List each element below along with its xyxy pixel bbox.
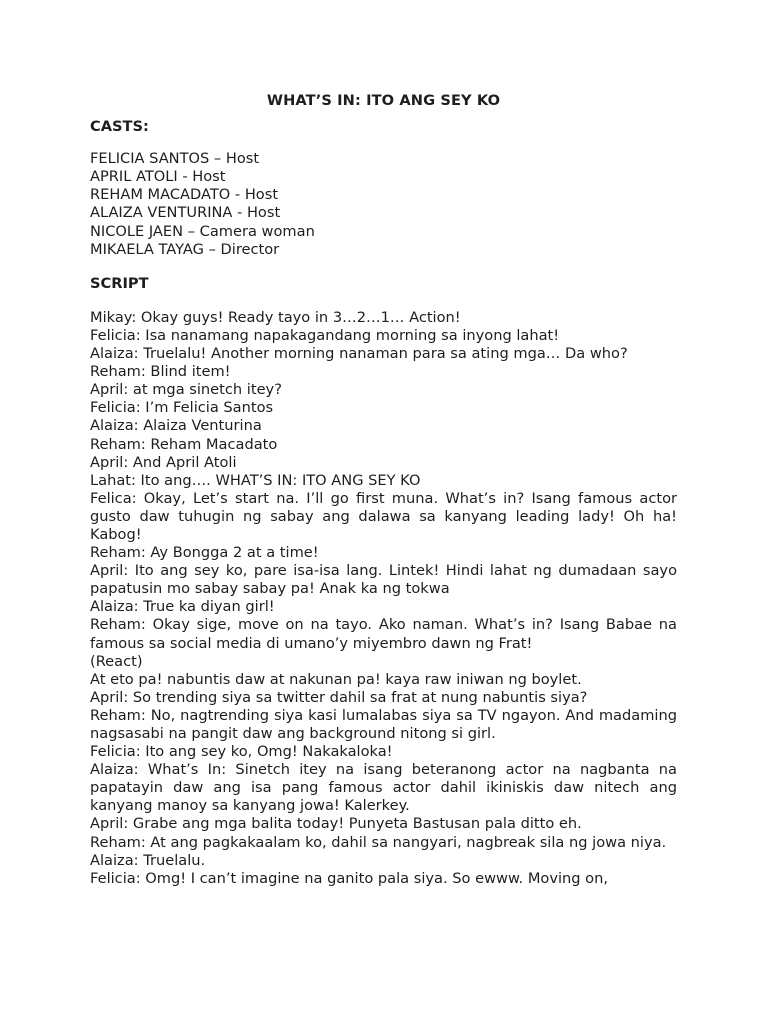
script-line: Alaiza: Truelalu! Another morning nanaman para sa ating mga… Da who?	[90, 345, 628, 363]
document-page	[90, 92, 677, 888]
script-heading: SCRIPT	[90, 274, 149, 292]
cast-item: ALAIZA VENTURINA - Host	[90, 204, 281, 222]
cast-item: MIKAELA TAYAG – Director	[90, 240, 280, 258]
script-line: Alaiza: Truelalu.	[90, 851, 206, 869]
script-line: (React)	[90, 652, 143, 670]
script-line: April: Ito ang sey ko, pare isa-isa lang. Lintek! Hindi lahat ng dumadaan sayo papatusin mo sabay sabay pa! Anak ka ng tokwa	[90, 562, 677, 598]
script-line: April: And April Atoli	[90, 453, 237, 471]
script-body	[90, 309, 677, 888]
script-line: Felicia: Omg! I can’t imagine na ganito pala siya. So ewww. Moving on,	[90, 869, 608, 887]
script-line: Reham: Ay Bongga 2 at a time!	[90, 544, 319, 562]
script-line: April: Grabe ang mga balita today! Punyeta Bastusan pala ditto eh.	[90, 815, 582, 833]
cast-item: REHAM MACADATO - Host	[90, 186, 279, 204]
casts-heading: CASTS:	[90, 118, 149, 136]
script-line: Felicia: I’m Felicia Santos	[90, 399, 274, 417]
script-line: Reham: Blind item!	[90, 363, 231, 381]
cast-item: NICOLE JAEN – Camera woman	[90, 222, 315, 240]
cast-item: FELICIA SANTOS – Host	[90, 150, 260, 168]
script-line: April: So trending siya sa twitter dahil sa frat at nung nabuntis siya?	[90, 688, 588, 706]
script-line: Felicia: Ito ang sey ko, Omg! Nakakaloka!	[90, 743, 393, 761]
script-line: Felicia: Isa nanamang napakagandang morning sa inyong lahat!	[90, 326, 560, 344]
script-line: Reham: At ang pagkakaalam ko, dahil sa nangyari, nagbreak sila ng jowa niya.	[90, 833, 667, 851]
script-line: Reham: No, nagtrending siya kasi lumalabas siya sa TV ngayon. And madaming nagsasabi na pangit daw ang background nitong si girl.	[90, 706, 677, 742]
script-line: At eto pa! nabuntis daw at nakunan pa! kaya raw iniwan ng boylet.	[90, 670, 582, 688]
cast-item: APRIL ATOLI - Host	[90, 168, 226, 186]
script-line: Lahat: Ito ang…. WHAT’S IN: ITO ANG SEY KO	[90, 471, 421, 489]
script-line: Reham: Okay sige, move on na tayo. Ako naman. What’s in? Isang Babae na famous sa social media di umano’y miyembro dawn ng Frat!	[90, 616, 677, 652]
script-line: Alaiza: What’s In: Sinetch itey na isang beteranong actor na nagbanta na papatayin daw ang isa pang famous actor dahil ikiniskis daw nitech ang kanyang manoy sa kanyang jowa! Kalerkey.	[90, 761, 677, 815]
script-line: April: at mga sinetch itey?	[90, 381, 282, 399]
script-line: Reham: Reham Macadato	[90, 435, 278, 453]
document-title: WHAT’S IN: ITO ANG SEY KO	[266, 92, 501, 109]
script-line: Felica: Okay, Let’s start na. I’ll go first muna. What’s in? Isang famous actor gusto daw tuhugin ng sabay ang dalawa sa kanyang leading lady! Oh ha! Kabog!	[90, 489, 677, 543]
cast-list	[90, 150, 677, 259]
script-line: Alaiza: Alaiza Venturina	[90, 417, 262, 435]
script-line: Mikay: Okay guys! Ready tayo in 3…2…1… Action!	[90, 308, 461, 326]
script-line: Alaiza: True ka diyan girl!	[90, 598, 275, 616]
